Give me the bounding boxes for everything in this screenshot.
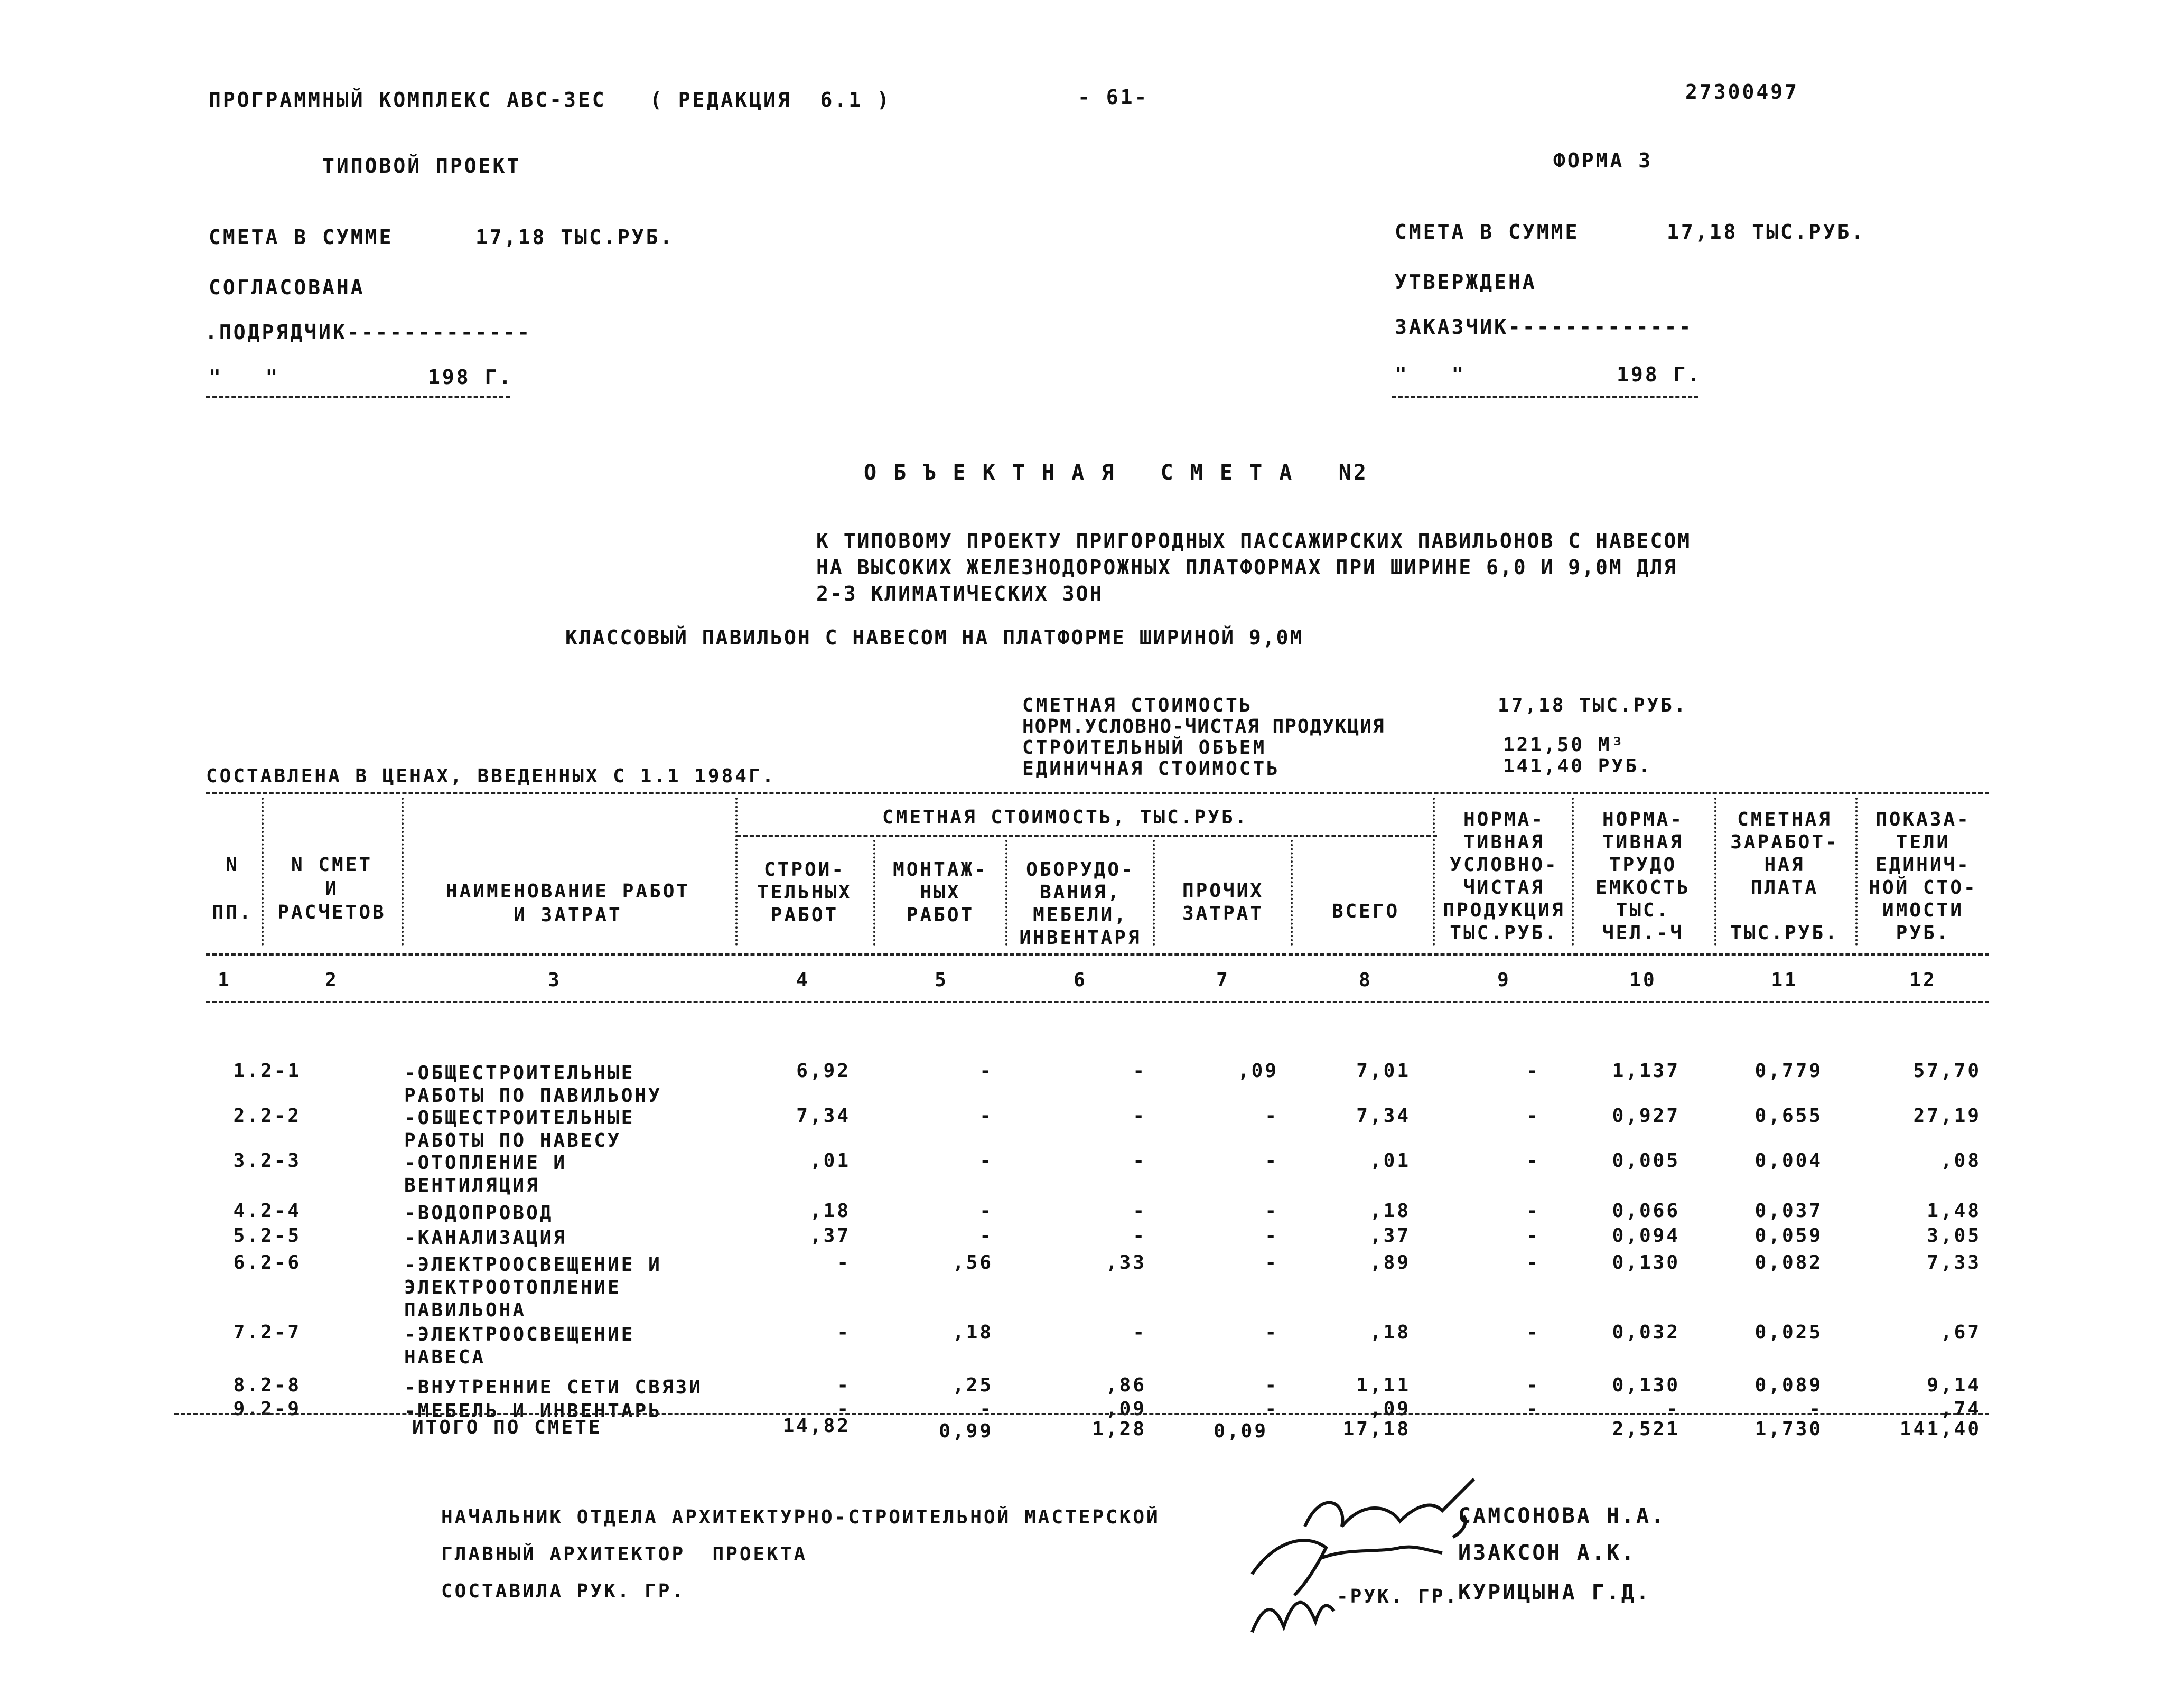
row-cell-c7: - bbox=[1265, 1252, 1278, 1274]
contractor-line: .ПОДРЯДЧИК------------- bbox=[205, 321, 532, 344]
row-cell-c9: - bbox=[1526, 1225, 1540, 1247]
row-number: 2.2-2 bbox=[233, 1105, 301, 1127]
row-cell-c4: ,37 bbox=[809, 1225, 851, 1247]
row-cell-c6: - bbox=[1133, 1200, 1146, 1222]
total-col-5: 0,99 bbox=[939, 1420, 993, 1442]
summary-label-cost: СМЕТНАЯ СТОИМОСТЬ bbox=[1022, 695, 1253, 716]
row-cell-c4: ,18 bbox=[809, 1200, 851, 1222]
row-cell-c8: ,89 bbox=[1369, 1252, 1411, 1274]
row-name: -ВОДОПРОВОД bbox=[404, 1202, 554, 1224]
title-line-1: К ТИПОВОМУ ПРОЕКТУ ПРИГОРОДНЫХ ПАССАЖИРСКИХ ПАВИЛЬОНОВ С НАВЕСОМ bbox=[816, 529, 1692, 553]
row-cell-c8: 7,34 bbox=[1356, 1105, 1411, 1127]
col-number: 8 bbox=[1359, 969, 1373, 991]
row-cell-c5: - bbox=[979, 1398, 993, 1420]
row-cell-c5: - bbox=[979, 1200, 993, 1222]
col-number: 2 bbox=[325, 969, 339, 991]
row-cell-c12: 1,48 bbox=[1927, 1200, 1981, 1222]
row-cell-c11: 0,089 bbox=[1754, 1374, 1823, 1396]
col-number: 4 bbox=[796, 969, 810, 991]
row-number: 9.2-9 bbox=[233, 1398, 301, 1420]
row-cell-c10: 0,927 bbox=[1612, 1105, 1680, 1127]
col-number: 10 bbox=[1629, 969, 1657, 991]
header-col-11: СМЕТНАЯ ЗАРАБОТ- НАЯ ПЛАТА ТЫС.РУБ. bbox=[1730, 809, 1839, 944]
col-number: 6 bbox=[1074, 969, 1087, 991]
left-date-line bbox=[206, 396, 510, 398]
row-cell-c11: - bbox=[1809, 1398, 1823, 1420]
row-cell-c7: - bbox=[1265, 1225, 1278, 1247]
row-cell-c5: ,25 bbox=[952, 1374, 993, 1396]
row-cell-c12: 57,70 bbox=[1913, 1060, 1981, 1082]
row-cell-c4: ,01 bbox=[809, 1150, 851, 1172]
edition: ( РЕДАКЦИЯ 6.1 ) bbox=[650, 88, 891, 111]
total-label: ИТОГО ПО СМЕТЕ bbox=[412, 1417, 602, 1438]
header-col-6: ОБОРУДО- ВАНИЯ, МЕБЕЛИ, ИНВЕНТАРЯ bbox=[1019, 859, 1142, 949]
row-cell-c11: 0,059 bbox=[1754, 1225, 1823, 1247]
col-divider bbox=[1855, 798, 1858, 946]
customer-line: ЗАКАЗЧИК------------- bbox=[1395, 315, 1693, 339]
program-name: ПРОГРАММНЫЙ КОМПЛЕКС АВС-3ЕС bbox=[209, 88, 606, 111]
subtitle: КЛАССОВЫЙ ПАВИЛЬОН С НАВЕСОМ НА ПЛАТФОРМЕ ШИРИНОЙ 9,0М bbox=[565, 626, 1304, 649]
row-cell-c9: - bbox=[1526, 1252, 1540, 1274]
row-cell-c5: - bbox=[979, 1105, 993, 1127]
right-year: 198 Г. bbox=[1617, 363, 1702, 386]
row-cell-c6: - bbox=[1133, 1105, 1146, 1127]
signature-name-3: КУРИЦЫНА Г.Д. bbox=[1458, 1580, 1651, 1605]
row-cell-c4: 7,34 bbox=[796, 1105, 851, 1127]
left-sum-value: 17,18 ТЫС.РУБ. bbox=[475, 226, 675, 249]
row-cell-c9: - bbox=[1526, 1150, 1540, 1172]
row-cell-c10: 1,137 bbox=[1612, 1060, 1680, 1082]
row-cell-c6: - bbox=[1133, 1060, 1146, 1082]
row-name: -ЭЛЕКТРООСВЕЩЕНИЕ НАВЕСА bbox=[404, 1324, 635, 1368]
row-cell-c11: 0,004 bbox=[1754, 1150, 1823, 1172]
row-cell-c10: 0,130 bbox=[1612, 1252, 1680, 1274]
approved-label: УТВЕРЖДЕНА bbox=[1395, 270, 1537, 294]
summary-label-volume: СТРОИТЕЛЬНЫЙ ОБЪЕМ bbox=[1022, 737, 1267, 759]
row-cell-c11: 0,082 bbox=[1754, 1252, 1823, 1274]
row-cell-c10: 0,130 bbox=[1612, 1374, 1680, 1396]
document-title: О Б Ъ Е К Т Н А Я С М Е Т А N2 bbox=[864, 461, 1368, 485]
summary-value-cost: 17,18 ТЫС.РУБ. bbox=[1498, 695, 1688, 716]
row-cell-c12: 9,14 bbox=[1927, 1374, 1981, 1396]
row-cell-c10: 0,032 bbox=[1612, 1322, 1680, 1343]
numbers-rule bbox=[206, 1001, 1989, 1003]
row-cell-c5: ,56 bbox=[952, 1252, 993, 1274]
row-cell-c10: 0,005 bbox=[1612, 1150, 1680, 1172]
right-sum-value: 17,18 ТЫС.РУБ. bbox=[1667, 220, 1866, 244]
signature-name-1: САМСОНОВА Н.А. bbox=[1458, 1504, 1666, 1528]
row-cell-c6: ,09 bbox=[1105, 1398, 1146, 1420]
row-number: 5.2-5 bbox=[233, 1225, 301, 1247]
col-number: 11 bbox=[1771, 969, 1798, 991]
col-divider bbox=[1572, 798, 1574, 946]
row-cell-c5: - bbox=[979, 1060, 993, 1082]
col-divider bbox=[1291, 840, 1293, 946]
row-number: 6.2-6 bbox=[233, 1252, 301, 1274]
header-col-12: ПОКАЗА- ТЕЛИ ЕДИНИЧ- НОЙ СТО- ИМОСТИ РУБ. bbox=[1869, 809, 1977, 944]
row-cell-c8: ,09 bbox=[1369, 1398, 1411, 1420]
col-divider bbox=[1714, 798, 1716, 946]
row-number: 7.2-7 bbox=[233, 1322, 301, 1343]
total-col-4: 14,82 bbox=[782, 1415, 851, 1437]
col-number: 9 bbox=[1497, 969, 1511, 991]
col-number: 3 bbox=[548, 969, 562, 991]
row-cell-c7: - bbox=[1265, 1200, 1278, 1222]
col-number: 12 bbox=[1909, 969, 1937, 991]
row-cell-c8: ,18 bbox=[1369, 1322, 1411, 1343]
row-name: -ОБЩЕСТРОИТЕЛЬНЫЕ РАБОТЫ ПО ПАВИЛЬОНУ bbox=[404, 1062, 662, 1107]
row-cell-c8: 1,11 bbox=[1356, 1374, 1411, 1396]
row-cell-c12: ,08 bbox=[1940, 1150, 1981, 1172]
header-col-4: СТРОИ- ТЕЛЬНЫХ РАБОТ bbox=[757, 859, 852, 926]
col-divider bbox=[402, 798, 404, 946]
agreed-label: СОГЛАСОВАНА bbox=[209, 276, 365, 299]
row-name: -ОБЩЕСТРОИТЕЛЬНЫЕ РАБОТЫ ПО НАВЕСУ bbox=[404, 1107, 635, 1152]
row-cell-c11: 0,025 bbox=[1754, 1322, 1823, 1343]
row-cell-c8: ,37 bbox=[1369, 1225, 1411, 1247]
row-number: 8.2-8 bbox=[233, 1374, 301, 1396]
total-rule bbox=[174, 1413, 1989, 1415]
row-number: 4.2-4 bbox=[233, 1200, 301, 1222]
header-col-1: N ПП. bbox=[212, 854, 253, 923]
signature-2 bbox=[1252, 1540, 1442, 1595]
row-cell-c5: ,18 bbox=[952, 1322, 993, 1343]
col-divider bbox=[873, 840, 875, 946]
row-cell-c7: - bbox=[1265, 1398, 1278, 1420]
row-cell-c10: 0,094 bbox=[1612, 1225, 1680, 1247]
header-rule bbox=[206, 953, 1989, 956]
prices-note: СОСТАВЛЕНА В ЦЕНАХ, ВВЕДЕННЫХ С 1.1 1984Г. bbox=[206, 765, 776, 787]
header-col-10: НОРМА- ТИВНАЯ ТРУДО ЕМКОСТЬ ТЫС. ЧЕЛ.-Ч bbox=[1595, 809, 1691, 944]
summary-label-unit: ЕДИНИЧНАЯ СТОИМОСТЬ bbox=[1022, 758, 1280, 780]
document-number: 27300497 bbox=[1685, 80, 1799, 104]
row-cell-c4: 6,92 bbox=[796, 1060, 851, 1082]
summary-value-volume: 121,50 М³ bbox=[1503, 734, 1626, 756]
left-sum-label: СМЕТА В СУММЕ bbox=[209, 226, 394, 249]
form-number: ФОРМА 3 bbox=[1553, 149, 1653, 172]
summary-label-product: НОРМ.УСЛОВНО-ЧИСТАЯ ПРОДУКЦИЯ bbox=[1022, 716, 1385, 737]
row-cell-c8: ,18 bbox=[1369, 1200, 1411, 1222]
row-cell-c12: ,67 bbox=[1940, 1322, 1981, 1343]
row-cell-c11: 0,779 bbox=[1754, 1060, 1823, 1082]
project-type: ТИПОВОЙ ПРОЕКТ bbox=[322, 154, 521, 177]
col-divider bbox=[1153, 840, 1155, 946]
col-number: 1 bbox=[218, 969, 231, 991]
row-cell-c4: - bbox=[837, 1398, 851, 1420]
row-name: -КАНАЛИЗАЦИЯ bbox=[404, 1227, 567, 1249]
col-divider bbox=[262, 798, 264, 946]
row-cell-c5: - bbox=[979, 1150, 993, 1172]
left-date-quotes: " " bbox=[209, 366, 280, 389]
row-name: -ЭЛЕКТРООСВЕЩЕНИЕ И ЭЛЕКТРООТОПЛЕНИЕ ПАВИЛЬОНА bbox=[404, 1254, 662, 1321]
header-col-8: ВСЕГО bbox=[1331, 901, 1400, 922]
total-col-7: 0,09 bbox=[1214, 1420, 1268, 1442]
row-cell-c12: 7,33 bbox=[1927, 1252, 1981, 1274]
row-number: 3.2-3 bbox=[233, 1150, 301, 1172]
total-col-8: 17,18 bbox=[1342, 1418, 1411, 1440]
row-cell-c7: ,09 bbox=[1237, 1060, 1278, 1082]
title-line-3: 2-3 КЛИМАТИЧЕСКИХ ЗОН bbox=[816, 582, 1104, 605]
header-col-7: ПРОЧИХ ЗАТРАТ bbox=[1182, 880, 1264, 924]
row-cell-c8: 7,01 bbox=[1356, 1060, 1411, 1082]
row-cell-c10: - bbox=[1666, 1398, 1680, 1420]
signature-role-3: СОСТАВИЛА РУК. ГР. bbox=[441, 1580, 686, 1602]
handwritten-signatures bbox=[1242, 1468, 1495, 1637]
row-name: -ВНУТРЕННИЕ СЕТИ СВЯЗИ bbox=[404, 1377, 703, 1398]
row-cell-c12: 27,19 bbox=[1913, 1105, 1981, 1127]
title-line-2: НА ВЫСОКИХ ЖЕЛЕЗНОДОРОЖНЫХ ПЛАТФОРМАХ ПРИ ШИРИНЕ 6,0 И 9,0М ДЛЯ bbox=[816, 556, 1678, 579]
row-cell-c7: - bbox=[1265, 1322, 1278, 1343]
header-col-5: МОНТАЖ- НЫХ РАБОТ bbox=[893, 859, 988, 926]
total-col-6: 1,28 bbox=[1092, 1418, 1146, 1440]
col-number: 5 bbox=[935, 969, 948, 991]
row-cell-c9: - bbox=[1526, 1398, 1540, 1420]
row-number: 1.2-1 bbox=[233, 1060, 301, 1082]
signature-prefix-3: -РУК. ГР. bbox=[1337, 1586, 1459, 1607]
row-cell-c6: ,33 bbox=[1105, 1252, 1146, 1274]
signature-role-2: ГЛАВНЫЙ АРХИТЕКТОР ПРОЕКТА bbox=[441, 1543, 808, 1565]
row-cell-c9: - bbox=[1526, 1322, 1540, 1343]
row-cell-c7: - bbox=[1265, 1150, 1278, 1172]
right-sum-label: СМЕТА В СУММЕ bbox=[1395, 220, 1580, 244]
total-col-11: 1,730 bbox=[1754, 1418, 1823, 1440]
row-cell-c4: - bbox=[837, 1252, 851, 1274]
row-cell-c11: 0,655 bbox=[1754, 1105, 1823, 1127]
row-cell-c4: - bbox=[837, 1322, 851, 1343]
summary-value-unit: 141,40 РУБ. bbox=[1503, 755, 1653, 777]
group-header: СМЕТНАЯ СТОИМОСТЬ, ТЫС.РУБ. bbox=[882, 807, 1249, 828]
row-cell-c9: - bbox=[1526, 1105, 1540, 1127]
left-year: 198 Г. bbox=[428, 366, 514, 389]
col-number: 7 bbox=[1216, 969, 1230, 991]
row-cell-c5: - bbox=[979, 1225, 993, 1247]
row-cell-c9: - bbox=[1526, 1060, 1540, 1082]
row-cell-c7: - bbox=[1265, 1105, 1278, 1127]
signature-1 bbox=[1305, 1479, 1474, 1537]
total-col-10: 2,521 bbox=[1612, 1418, 1680, 1440]
signature-role-1: НАЧАЛЬНИК ОТДЕЛА АРХИТЕКТУРНО-СТРОИТЕЛЬНОЙ МАСТЕРСКОЙ bbox=[441, 1506, 1160, 1528]
row-cell-c8: ,01 bbox=[1369, 1150, 1411, 1172]
page-number: - 61- bbox=[1078, 86, 1149, 109]
table-top-rule bbox=[206, 792, 1989, 794]
row-cell-c7: - bbox=[1265, 1374, 1278, 1396]
col-divider bbox=[1005, 840, 1007, 946]
row-name: -МЕБЕЛЬ И ИНВЕНТАРЬ bbox=[404, 1400, 662, 1422]
row-cell-c12: ,74 bbox=[1940, 1398, 1981, 1420]
right-date-line bbox=[1392, 396, 1698, 398]
col-divider bbox=[735, 798, 738, 946]
row-cell-c10: 0,066 bbox=[1612, 1200, 1680, 1222]
row-cell-c6: - bbox=[1133, 1322, 1146, 1343]
signature-name-2: ИЗАКСОН А.К. bbox=[1458, 1541, 1636, 1565]
row-cell-c4: - bbox=[837, 1374, 851, 1396]
row-cell-c9: - bbox=[1526, 1200, 1540, 1222]
col-divider bbox=[1433, 798, 1435, 946]
row-cell-c6: ,86 bbox=[1105, 1374, 1146, 1396]
row-cell-c6: - bbox=[1133, 1150, 1146, 1172]
row-name: -ОТОПЛЕНИЕ И ВЕНТИЛЯЦИЯ bbox=[404, 1152, 567, 1196]
row-cell-c11: 0,037 bbox=[1754, 1200, 1823, 1222]
header-col-9: НОРМА- ТИВНАЯ УСЛОВНО- ЧИСТАЯ ПРОДУКЦИЯ ТЫС.РУБ. bbox=[1443, 809, 1565, 944]
row-cell-c6: - bbox=[1133, 1225, 1146, 1247]
row-cell-c12: 3,05 bbox=[1927, 1225, 1981, 1247]
right-date-quotes: " " bbox=[1395, 363, 1466, 386]
header-col-3: НАИМЕНОВАНИЕ РАБОТ И ЗАТРАТ bbox=[445, 881, 690, 926]
total-col-12: 141,40 bbox=[1899, 1418, 1981, 1440]
header-col-2: N СМЕТ И РАСЧЕТОВ bbox=[277, 854, 386, 923]
signature-3 bbox=[1252, 1603, 1334, 1632]
group-header-rule bbox=[737, 835, 1437, 837]
row-cell-c9: - bbox=[1526, 1374, 1540, 1396]
